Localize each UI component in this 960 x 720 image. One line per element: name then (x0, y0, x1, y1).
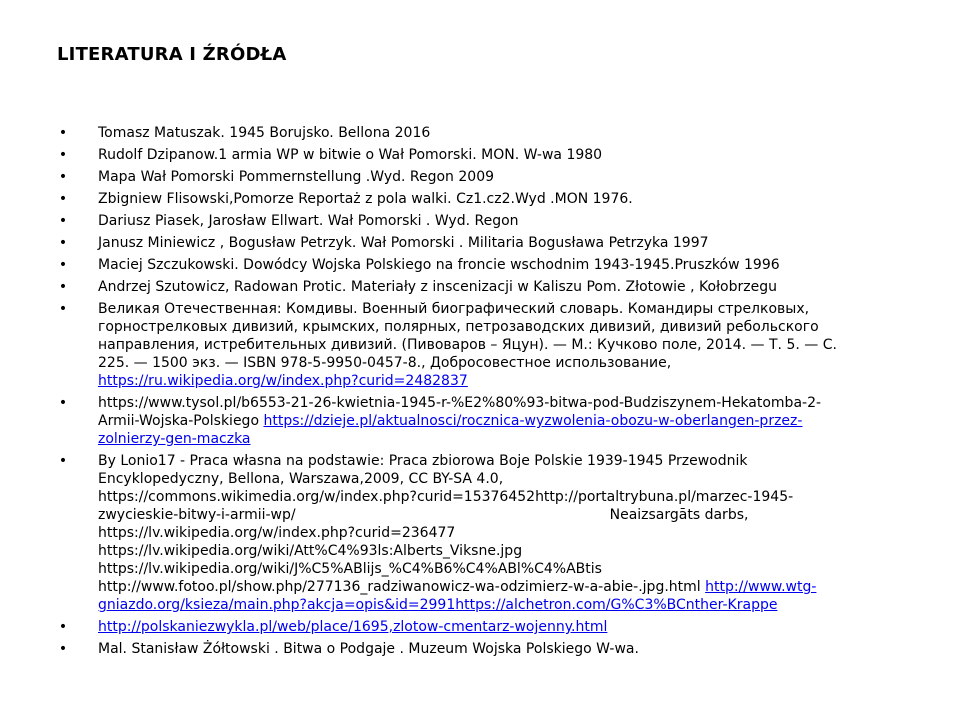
list-item: • Zbigniew Flisowski,Pomorze Reportaż z pola walki. Cz1.cz2.Wyd .MON 1976. (58, 191, 633, 207)
list-item: • Maciej Szczukowski. Dowódcy Wojska Polskiego na froncie wschodnim 1943-1945.Pruszków 1996 (58, 257, 780, 273)
bullet-icon: • (58, 147, 68, 163)
list-item: • Dariusz Piasek, Jarosław Ellwart. Wał Pomorski . Wyd. Regon (58, 213, 519, 229)
list-item: • Mapa Wał Pomorski Pommernstellung .Wyd. Regon 2009 (58, 169, 495, 185)
page-title: LITERATURA I ŹRÓDŁA (57, 44, 287, 65)
bullet-icon: • (58, 619, 68, 635)
list-item: • Andrzej Szutowicz, Radowan Protic. Materiały z inscenizacji w Kaliszu Pom. Złotowie , Kołobrzegu (58, 279, 777, 295)
list-item: • Janusz Miniewicz , Bogusław Petrzyk. Wał Pomorski . Militaria Bogusława Petrzyka 1997 (58, 235, 709, 251)
list-item: • Mal. Stanisław Żółtowski . Bitwa o Podgaje . Muzeum Wojska Polskiego W-wa. (58, 641, 639, 657)
wikipedia-ru-link[interactable]: https://ru.wikipedia.org/w/index.php?curid=2482837 (98, 373, 468, 389)
polskaniezwykla-link[interactable]: http://polskaniezwykla.pl/web/place/1695,zlotow-cmentarz-wojenny.html (98, 619, 608, 635)
bullet-icon: • (58, 213, 68, 229)
bullet-icon: • (58, 125, 68, 141)
list-item: • https://www.tysol.pl/b6553-21-26-kwietnia-1945-r-%E2%80%93-bitwa-pod-Budziszynem-Hekatomba-2- Armii-Wojska-Polskiego https://dzieje.pl/aktualnosci/rocznica-wyzwolenia-obozu-w-oberlangen-przez- zolnierzy-gen-maczka (58, 395, 822, 447)
list-item: • Rudolf Dzipanow.1 armia WP w bitwie o Wał Pomorski. MON. W-wa 1980 (58, 147, 603, 163)
bullet-icon: • (58, 641, 68, 657)
bullet-icon: • (58, 453, 68, 469)
reference-list (57, 124, 917, 662)
dzieje-link-continued[interactable]: zolnierzy-gen-maczka (98, 431, 251, 447)
bullet-icon: • (58, 191, 68, 207)
bullet-icon: • (58, 301, 68, 317)
bullet-icon: • (58, 169, 68, 185)
bullet-icon: • (58, 235, 68, 251)
bullet-icon: • (58, 395, 68, 411)
wtg-gniazdo-link-continued[interactable]: gniazdo.org/ksieza/main.php?akcja=opis&id=2991https://alchetron.com/G%C3%BCnther-Krappe (98, 597, 778, 613)
bullet-icon: • (58, 257, 68, 273)
list-item: • Великая Отечественная: Комдивы. Военный биографический словарь. Командиры стрелковых, горнострелковых дивизий, крымских, полярных, петрозаводских дивизий, дивизий ребольского направления, истребительных дивизий. (Пивоваров – Яцун). — М.: Кучково поле, 2014. — Т. 5. — С. 225. — 1500 экз. — ISBN 978-5-9950-0457-8., Добросовестное использование, https://ru.wikipedia.org/w/index.php?curid=2482837 (58, 301, 837, 389)
list-item: • Tomasz Matuszak. 1945 Borujsko. Bellona 2016 (58, 125, 431, 141)
wtg-gniazdo-link[interactable]: http://www.wtg- (705, 579, 817, 595)
dzieje-link[interactable]: https://dzieje.pl/aktualnosci/rocznica-wyzwolenia-obozu-w-oberlangen-przez- (263, 413, 803, 429)
list-item (57, 618, 917, 636)
bullet-icon: • (58, 279, 68, 295)
list-item: • By Lonio17 - Praca własna na podstawie: Praca zbiorowa Boje Polskie 1939-1945 Przewodnik Encyklopedyczny, Bellona, Warszawa,2009, CC BY-SA 4.0, https://commons.wikimedia.org/w/index.php?curid=15376452http://portaltrybuna.pl/marzec-1945- zwycieskie-bitwy-i-armii-wp/ Neaizsargāts darbs, https://lv.wikipedia.org/w/index.php?curid=236477 https://lv.wikipedia.org/wiki/Att%C4%93ls:Alberts_Viksne.jpg https://lv.wikipedia.org/wiki/J%C5%ABlijs_%C4%B6%C4%ABl%C4%ABtis http://www.fotoo.pl/show.php/277136_radziwanowicz-wa-odzimierz-w-a-abie-.jpg.html http://www.wtg- gniazdo.org/ksieza/main.php?akcja=opis&id=2991https://alchetron.com/G%C3%BCnther-Krappe (58, 453, 817, 613)
